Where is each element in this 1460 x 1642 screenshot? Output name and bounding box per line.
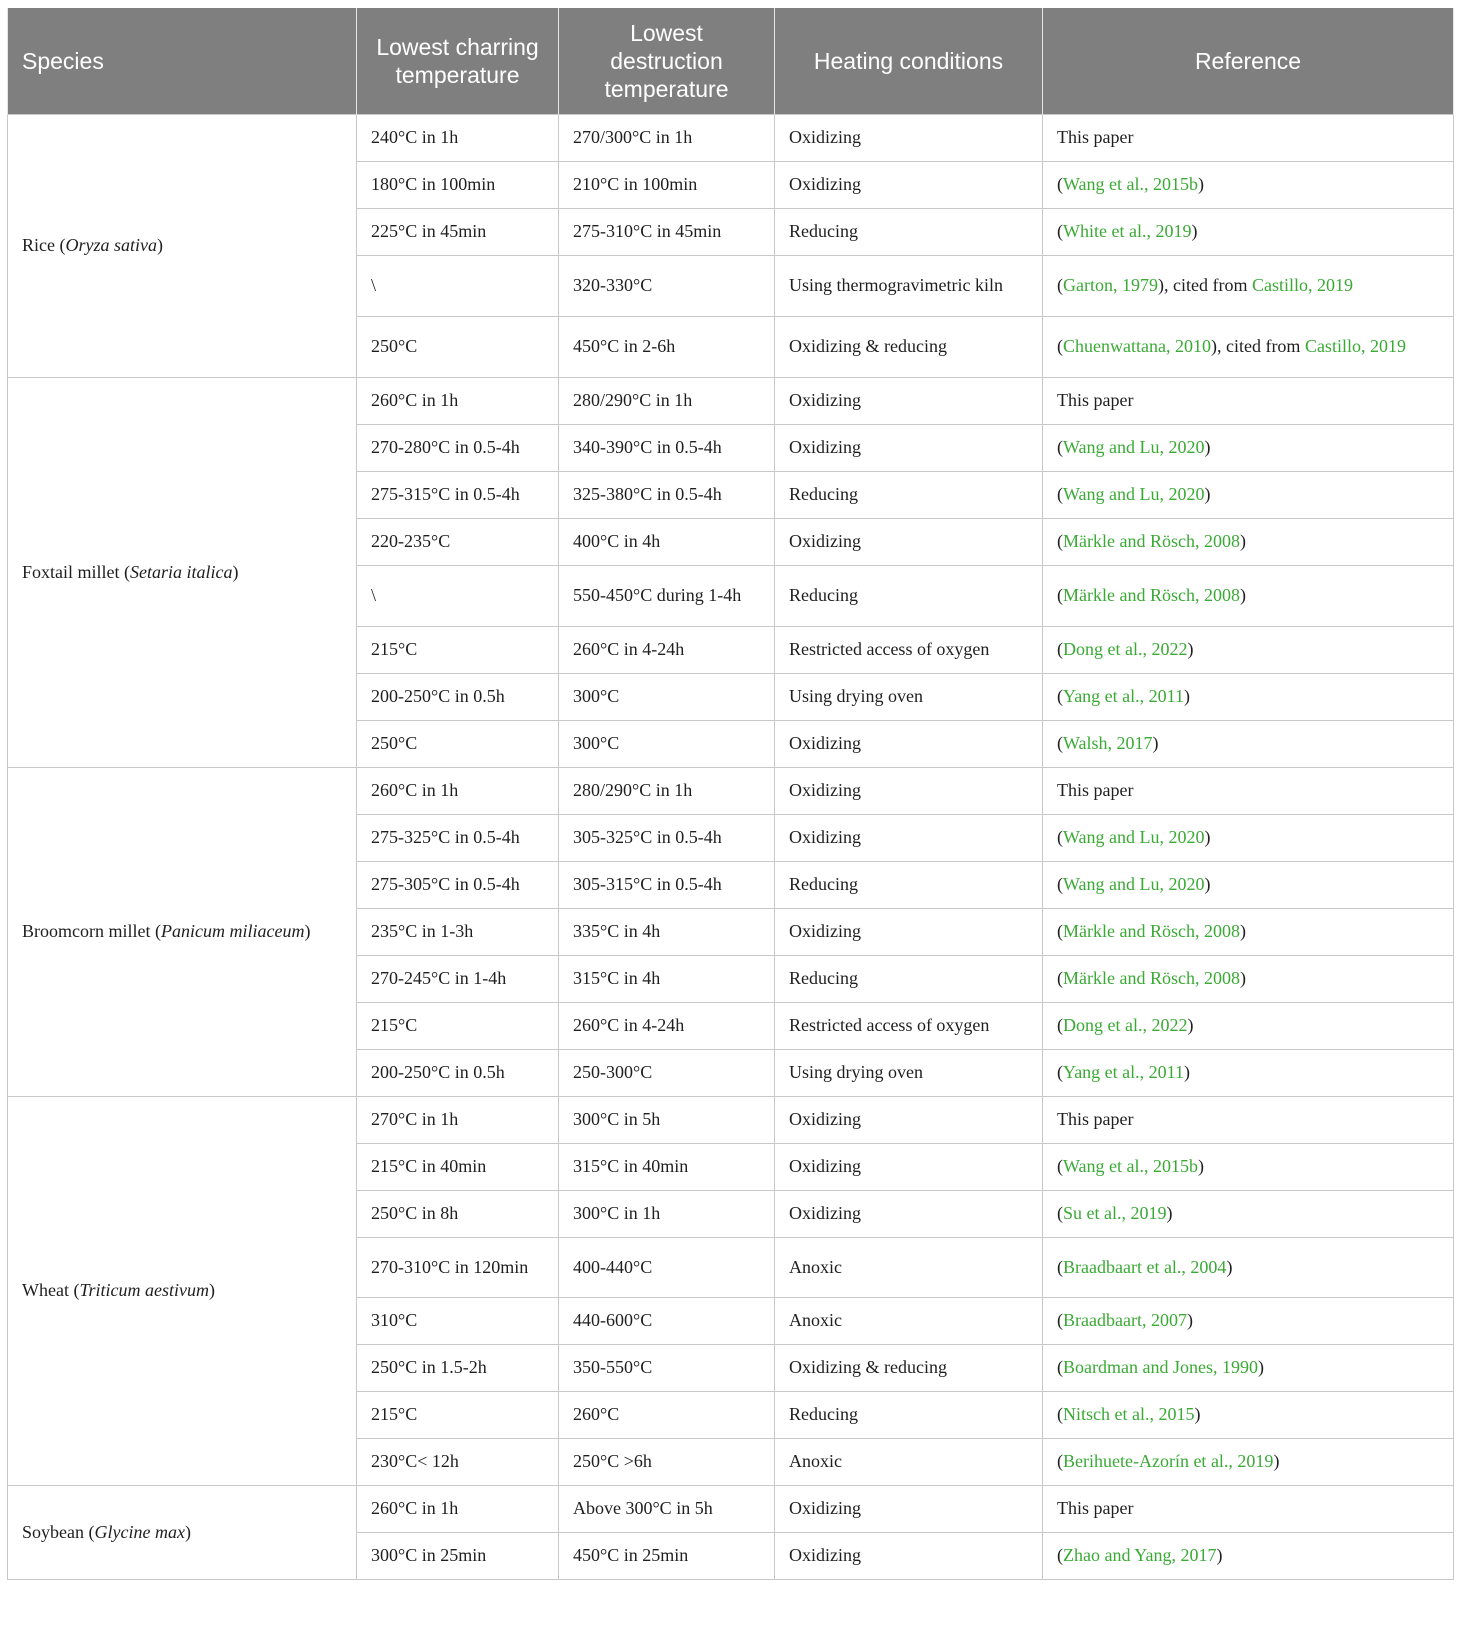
ref-suffix: )	[1194, 1404, 1201, 1424]
ref-suffix: )	[1239, 921, 1246, 941]
ref-prefix: (	[1057, 874, 1063, 894]
ref-suffix: )	[1216, 1545, 1223, 1565]
reference-link[interactable]: Chuenwattana, 2010	[1063, 336, 1211, 356]
reference-link[interactable]: Wang and Lu, 2020	[1063, 484, 1205, 504]
ref-prefix: (	[1057, 1156, 1063, 1176]
reference-link[interactable]: Garton, 1979	[1063, 275, 1158, 295]
destruction-cell: 260°C in 4-24h	[559, 1002, 775, 1049]
charring-cell: 250°C in 1.5-2h	[357, 1344, 559, 1391]
ref-suffix: )	[1239, 531, 1246, 551]
species-close: )	[232, 561, 239, 582]
charring-cell: 310°C	[357, 1297, 559, 1344]
destruction-cell: 325-380°C in 0.5-4h	[559, 471, 775, 518]
reference-link[interactable]: Castillo, 2019	[1304, 336, 1406, 356]
reference-cell	[1043, 1297, 1454, 1344]
destruction-cell: Above 300°C in 5h	[559, 1485, 775, 1532]
reference-cell	[1043, 1002, 1454, 1049]
header-reference: Reference	[1043, 8, 1454, 114]
destruction-cell: 340-390°C in 0.5-4h	[559, 424, 775, 471]
reference-cell	[1043, 814, 1454, 861]
reference-cell	[1043, 720, 1454, 767]
reference-cell	[1043, 424, 1454, 471]
species-latin: Panicum miliaceum	[160, 921, 305, 941]
ref-suffix: )	[1198, 174, 1205, 194]
ref-prefix: (	[1057, 921, 1063, 941]
ref-suffix: )	[1166, 1203, 1173, 1223]
reference-cell	[1043, 565, 1454, 626]
reference-cell	[1043, 955, 1454, 1002]
heating-cell: Reducing	[775, 861, 1043, 908]
reference-link[interactable]: Dong et al., 2022	[1063, 639, 1188, 659]
species-cell	[8, 767, 357, 1096]
table-body	[8, 114, 1454, 1579]
reference-link[interactable]: Su et al., 2019	[1063, 1203, 1167, 1223]
reference-cell	[1043, 161, 1454, 208]
destruction-cell: 550-450°C during 1-4h	[559, 565, 775, 626]
species-latin: Oryza sativa	[65, 235, 157, 255]
destruction-cell: 260°C	[559, 1391, 775, 1438]
heating-cell: Oxidizing	[775, 908, 1043, 955]
destruction-cell: 280/290°C in 1h	[559, 377, 775, 424]
destruction-cell: 300°C	[559, 720, 775, 767]
heating-cell: Oxidizing	[775, 377, 1043, 424]
ref-prefix: (	[1057, 1256, 1063, 1277]
ref-suffix: This paper	[1057, 1498, 1134, 1518]
ref-suffix: )	[1187, 639, 1194, 659]
destruction-cell: 300°C in 1h	[559, 1190, 775, 1237]
charring-cell: 250°C	[357, 316, 559, 377]
reference-cell	[1043, 518, 1454, 565]
ref-suffix: )	[1239, 968, 1246, 988]
reference-cell	[1043, 1190, 1454, 1237]
destruction-cell: 315°C in 40min	[559, 1143, 775, 1190]
reference-link[interactable]: Castillo, 2019	[1251, 275, 1353, 295]
ref-prefix: (	[1057, 437, 1063, 457]
heating-cell: Oxidizing	[775, 161, 1043, 208]
charring-cell: 220-235°C	[357, 518, 559, 565]
reference-cell	[1043, 1485, 1454, 1532]
heating-cell: Reducing	[775, 471, 1043, 518]
species-cell	[8, 377, 357, 767]
ref-prefix: (	[1057, 275, 1063, 295]
charring-cell: 300°C in 25min	[357, 1532, 559, 1579]
reference-link[interactable]: Wang et al., 2015b	[1063, 174, 1199, 194]
ref-prefix: (	[1057, 968, 1063, 988]
ref-prefix: (	[1057, 174, 1063, 194]
species-cell	[8, 1096, 357, 1485]
destruction-cell: 275-310°C in 45min	[559, 208, 775, 255]
ref-prefix: (	[1057, 1203, 1063, 1223]
reference-link[interactable]: Wang and Lu, 2020	[1063, 874, 1205, 894]
destruction-cell: 300°C	[559, 673, 775, 720]
reference-cell	[1043, 1438, 1454, 1485]
ref-prefix: (	[1057, 1062, 1063, 1082]
reference-link[interactable]: Yang et al., 2011	[1063, 1062, 1184, 1082]
reference-cell	[1043, 208, 1454, 255]
destruction-cell: 260°C in 4-24h	[559, 626, 775, 673]
table-row	[8, 114, 1454, 161]
heating-cell: Anoxic	[775, 1237, 1043, 1297]
destruction-cell: 305-325°C in 0.5-4h	[559, 814, 775, 861]
charring-cell: 270-310°C in 120min	[357, 1237, 559, 1297]
heating-table	[7, 8, 1454, 1580]
ref-prefix: (	[1057, 221, 1063, 241]
heating-cell: Oxidizing	[775, 1485, 1043, 1532]
destruction-cell: 315°C in 4h	[559, 955, 775, 1002]
charring-cell: 270°C in 1h	[357, 1096, 559, 1143]
ref-suffix: )	[1204, 874, 1211, 894]
species-name: Rice (	[22, 235, 66, 255]
reference-cell	[1043, 1143, 1454, 1190]
ref-suffix: ), cited from	[1157, 275, 1252, 295]
ref-suffix: )	[1186, 1310, 1193, 1330]
species-name: Broomcorn millet (	[22, 921, 161, 941]
destruction-cell: 320-330°C	[559, 255, 775, 316]
reference-cell	[1043, 1391, 1454, 1438]
destruction-cell: 250°C >6h	[559, 1438, 775, 1485]
reference-link[interactable]: Wang and Lu, 2020	[1063, 827, 1205, 847]
charring-cell: 250°C in 8h	[357, 1190, 559, 1237]
ref-prefix: (	[1057, 1404, 1063, 1424]
reference-cell	[1043, 1532, 1454, 1579]
ref-prefix: (	[1057, 531, 1063, 551]
ref-suffix: )	[1191, 221, 1198, 241]
destruction-cell: 280/290°C in 1h	[559, 767, 775, 814]
heating-cell: Oxidizing	[775, 114, 1043, 161]
charring-cell: \	[357, 255, 559, 316]
charring-cell: 270-245°C in 1-4h	[357, 955, 559, 1002]
heating-cell: Oxidizing	[775, 424, 1043, 471]
heating-cell: Oxidizing	[775, 1532, 1043, 1579]
ref-suffix: )	[1239, 585, 1246, 605]
heating-cell: Oxidizing & reducing	[775, 316, 1043, 377]
reference-link[interactable]: Dong et al., 2022	[1063, 1015, 1188, 1035]
table-row	[8, 767, 1454, 814]
ref-suffix: ), cited from	[1210, 336, 1305, 356]
ref-prefix: (	[1057, 585, 1063, 605]
destruction-cell: 440-600°C	[559, 1297, 775, 1344]
ref-suffix: This paper	[1057, 390, 1134, 410]
ref-prefix: (	[1057, 1545, 1063, 1565]
ref-prefix: (	[1057, 1015, 1063, 1035]
species-name: Wheat (	[22, 1280, 80, 1300]
species-cell	[8, 1485, 357, 1579]
charring-cell: 215°C in 40min	[357, 1143, 559, 1190]
ref-prefix: (	[1057, 336, 1063, 356]
heating-cell: Oxidizing & reducing	[775, 1344, 1043, 1391]
species-latin: Setaria italica	[130, 561, 233, 582]
reference-cell	[1043, 1096, 1454, 1143]
reference-link[interactable]: Boardman and Jones, 1990	[1063, 1357, 1258, 1377]
reference-cell	[1043, 1237, 1454, 1297]
charring-cell: 230°C< 12h	[357, 1438, 559, 1485]
heating-cell: Restricted access of oxygen	[775, 1002, 1043, 1049]
destruction-cell: 335°C in 4h	[559, 908, 775, 955]
destruction-cell: 400°C in 4h	[559, 518, 775, 565]
ref-prefix: (	[1057, 1357, 1063, 1377]
reference-cell	[1043, 316, 1454, 377]
destruction-cell: 305-315°C in 0.5-4h	[559, 861, 775, 908]
species-name: Foxtail millet (	[22, 561, 130, 582]
heating-cell: Reducing	[775, 1391, 1043, 1438]
ref-suffix: )	[1257, 1357, 1264, 1377]
ref-suffix: )	[1184, 686, 1190, 706]
reference-link[interactable]: Berihuete-Azorín et al., 2019	[1063, 1451, 1274, 1471]
species-close: )	[208, 1280, 215, 1300]
destruction-cell: 210°C in 100min	[559, 161, 775, 208]
reference-link[interactable]: Yang et al., 2011	[1063, 686, 1184, 706]
ref-suffix: This paper	[1057, 780, 1134, 800]
charring-cell: 275-315°C in 0.5-4h	[357, 471, 559, 518]
charring-cell: 260°C in 1h	[357, 767, 559, 814]
heating-cell: Reducing	[775, 955, 1043, 1002]
species-close: )	[156, 235, 163, 255]
charring-cell: 250°C	[357, 720, 559, 767]
charring-cell: 275-325°C in 0.5-4h	[357, 814, 559, 861]
species-cell	[8, 114, 357, 377]
charring-cell: 270-280°C in 0.5-4h	[357, 424, 559, 471]
reference-cell	[1043, 377, 1454, 424]
charring-cell: 215°C	[357, 1002, 559, 1049]
reference-link[interactable]: Zhao and Yang, 2017	[1063, 1545, 1217, 1565]
charring-cell: 235°C in 1-3h	[357, 908, 559, 955]
destruction-cell: 270/300°C in 1h	[559, 114, 775, 161]
reference-cell	[1043, 1049, 1454, 1096]
reference-cell	[1043, 471, 1454, 518]
heating-cell: Oxidizing	[775, 1143, 1043, 1190]
heating-cell: Reducing	[775, 208, 1043, 255]
reference-link[interactable]: Märkle and Rösch, 2008	[1063, 531, 1240, 551]
reference-link[interactable]: Wang and Lu, 2020	[1063, 437, 1205, 457]
reference-cell	[1043, 767, 1454, 814]
reference-link[interactable]: Walsh, 2017	[1063, 733, 1153, 753]
ref-prefix: (	[1057, 484, 1063, 504]
charring-cell: 225°C in 45min	[357, 208, 559, 255]
ref-suffix: )	[1226, 1256, 1233, 1277]
ref-prefix: (	[1057, 1451, 1063, 1471]
reference-cell	[1043, 255, 1454, 316]
ref-prefix: (	[1057, 1310, 1063, 1330]
ref-prefix: (	[1057, 733, 1063, 753]
charring-cell: 240°C in 1h	[357, 114, 559, 161]
header-charring: Lowest charring temperature	[357, 8, 559, 114]
reference-cell	[1043, 1344, 1454, 1391]
ref-prefix: (	[1057, 686, 1063, 706]
heating-cell: Oxidizing	[775, 814, 1043, 861]
reference-link[interactable]: Märkle and Rösch, 2008	[1063, 968, 1240, 988]
ref-suffix: This paper	[1057, 127, 1134, 147]
species-close: )	[304, 921, 311, 941]
heating-cell: Using drying oven	[775, 1049, 1043, 1096]
table-row	[8, 377, 1454, 424]
heating-cell: Reducing	[775, 565, 1043, 626]
heating-cell: Anoxic	[775, 1297, 1043, 1344]
heating-cell: Using thermogravimetric kiln	[775, 255, 1043, 316]
destruction-cell: 350-550°C	[559, 1344, 775, 1391]
heating-cell: Oxidizing	[775, 518, 1043, 565]
species-name: Soybean (	[22, 1521, 95, 1542]
reference-cell	[1043, 114, 1454, 161]
heating-cell: Oxidizing	[775, 1190, 1043, 1237]
reference-link[interactable]: Braadbaart et al., 2004	[1063, 1256, 1227, 1277]
heating-cell: Using drying oven	[775, 673, 1043, 720]
header-row	[8, 8, 1454, 114]
reference-cell	[1043, 673, 1454, 720]
reference-link[interactable]: Wang et al., 2015b	[1063, 1156, 1199, 1176]
heating-cell: Anoxic	[775, 1438, 1043, 1485]
charring-cell: 260°C in 1h	[357, 1485, 559, 1532]
ref-suffix: )	[1204, 827, 1211, 847]
ref-prefix: (	[1057, 827, 1063, 847]
charring-cell: 260°C in 1h	[357, 377, 559, 424]
reference-link[interactable]: White et al., 2019	[1063, 221, 1192, 241]
charring-cell: 275-305°C in 0.5-4h	[357, 861, 559, 908]
header-destruction: Lowest destruction temperature	[559, 8, 775, 114]
header-heating: Heating conditions	[775, 8, 1043, 114]
heating-cell: Oxidizing	[775, 1096, 1043, 1143]
table-row	[8, 1485, 1454, 1532]
ref-suffix: )	[1273, 1451, 1280, 1471]
species-close: )	[184, 1521, 191, 1542]
reference-link[interactable]: Nitsch et al., 2015	[1063, 1404, 1195, 1424]
reference-link[interactable]: Märkle and Rösch, 2008	[1063, 585, 1240, 605]
charring-cell: 180°C in 100min	[357, 161, 559, 208]
destruction-cell: 450°C in 2-6h	[559, 316, 775, 377]
ref-suffix: )	[1152, 733, 1159, 753]
table-row	[8, 1096, 1454, 1143]
reference-cell	[1043, 861, 1454, 908]
species-latin: Glycine max	[94, 1521, 185, 1542]
ref-prefix: (	[1057, 639, 1063, 659]
ref-suffix: )	[1184, 1062, 1190, 1082]
destruction-cell: 250-300°C	[559, 1049, 775, 1096]
ref-suffix: )	[1187, 1015, 1194, 1035]
heating-cell: Oxidizing	[775, 767, 1043, 814]
reference-cell	[1043, 908, 1454, 955]
species-latin: Triticum aestivum	[79, 1280, 209, 1300]
reference-cell	[1043, 626, 1454, 673]
ref-suffix: )	[1198, 1156, 1205, 1176]
charring-cell: \	[357, 565, 559, 626]
header-species: Species	[8, 8, 357, 114]
ref-suffix: )	[1204, 484, 1211, 504]
reference-link[interactable]: Braadbaart, 2007	[1063, 1310, 1187, 1330]
charring-cell: 200-250°C in 0.5h	[357, 1049, 559, 1096]
heating-cell: Oxidizing	[775, 720, 1043, 767]
heating-cell: Restricted access of oxygen	[775, 626, 1043, 673]
ref-suffix: This paper	[1057, 1109, 1134, 1129]
charring-cell: 215°C	[357, 626, 559, 673]
reference-link[interactable]: Märkle and Rösch, 2008	[1063, 921, 1240, 941]
charring-cell: 215°C	[357, 1391, 559, 1438]
ref-suffix: )	[1204, 437, 1211, 457]
destruction-cell: 400-440°C	[559, 1237, 775, 1297]
charring-cell: 200-250°C in 0.5h	[357, 673, 559, 720]
destruction-cell: 450°C in 25min	[559, 1532, 775, 1579]
destruction-cell: 300°C in 5h	[559, 1096, 775, 1143]
